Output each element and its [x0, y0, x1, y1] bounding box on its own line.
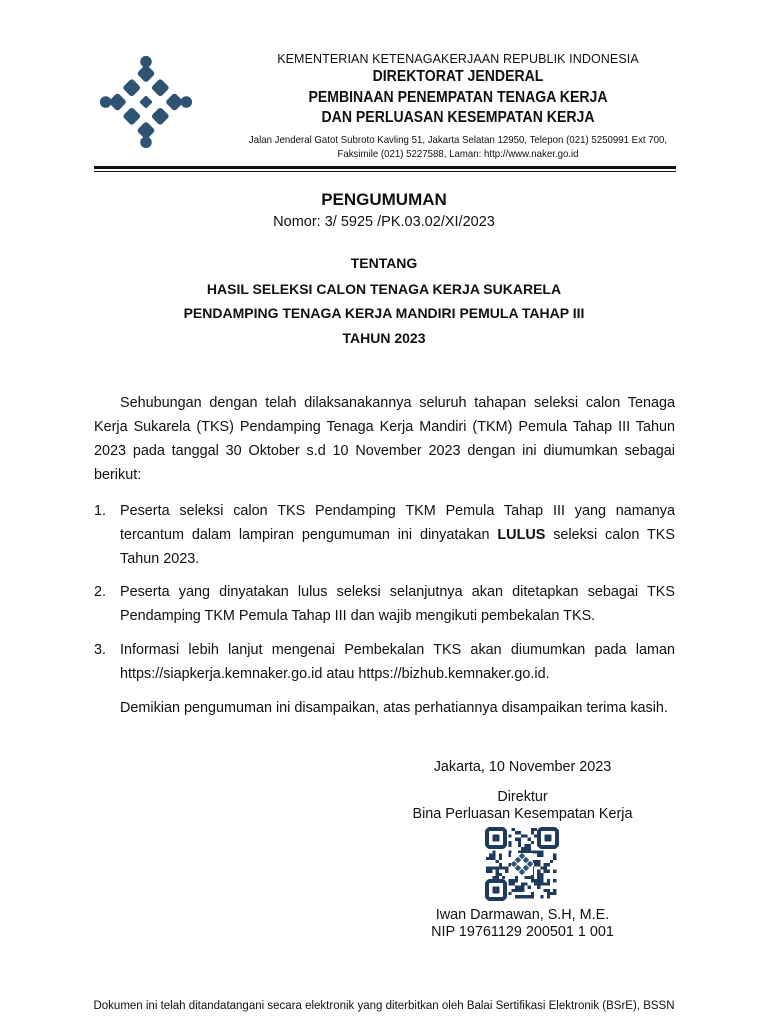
qr-code-icon: [484, 826, 560, 902]
list-item-text-after: seleksi calon TKS Tahun 2023.: [120, 527, 675, 567]
list-item-text: [120, 499, 675, 571]
subject-line2: PENDAMPING TENAGA KERJA MANDIRI PEMULA TAHAP III: [183, 305, 585, 321]
list-item-number: 2.: [94, 584, 107, 600]
e-signature-footer: Dokumen ini telah ditandatangani secara elektronik yang diterbitkan oleh Balai Sertifikasi Elektronik (BSrE), BSSN: [93, 1000, 675, 1012]
address-line2: Faksimile (021) 5227588, Laman: http://www.naker.go.id: [337, 148, 579, 160]
signer-nip: NIP 19761129 200501 1 001: [431, 924, 614, 940]
address-line1: Jalan Jenderal Gatot Subroto Kavling 51, Jakarta Selatan 12950, Telepon (021) 5250991 Ext 700,: [248, 134, 668, 146]
list-item-text-before: Peserta seleksi calon TKS Pendamping TKM Pemula Tahap III yang namanya tercantum dalam lampiran pengumuman ini dinyatakan: [120, 503, 675, 543]
list-item-number: 3.: [94, 642, 107, 658]
signer-name: Iwan Darmawan, S.H, M.E.: [435, 907, 610, 923]
lulus-emphasis: LULUS: [497, 527, 546, 543]
list-item-text: Informasi lebih lanjut mengenai Pembekalan TKS akan diumumkan pada laman https://siapkerja.kemnaker.go.id atau https://bizhub.kemnaker.go.id.: [120, 642, 675, 682]
ministry-name: KEMENTERIAN KETENAGAKERJAAN REPUBLIK INDONESIA: [277, 52, 639, 66]
signer-role: Direktur: [497, 789, 548, 805]
list-item-text: Peserta yang dinyatakan lulus seleksi selanjutnya akan ditetapkan sebagai TKS Pendamping TKM Pemula Tahap III dan wajib mengikuti pembekalan TKS.: [120, 584, 675, 624]
subject-line3: TAHUN 2023: [342, 330, 426, 346]
announcement-title: PENGUMUMAN: [321, 190, 447, 209]
signer-unit: Bina Perluasan Kesempatan Kerja: [412, 806, 633, 822]
intro-paragraph: Sehubungan dengan telah dilaksanakannya seluruh tahapan seleksi calon Tenaga Kerja Sukarela (TKS) Pendamping Tenaga Kerja Mandiri (TKM) Pemula Tahap III Tahun 2023 pada tanggal 30 Oktober s.d 10 November 2023 dengan ini diumumkan sebagai berikut:: [94, 395, 675, 483]
list-item-number: 1.: [94, 503, 107, 519]
letterhead-rule: [94, 166, 676, 169]
closing-paragraph: Demikian pengumuman ini disampaikan, atas perhatiannya disampaikan terima kasih.: [120, 700, 668, 716]
letterhead-rule-thin: [94, 171, 676, 172]
directorate-line3: DAN PERLUASAN KESEMPATAN KERJA: [321, 109, 595, 126]
announcement-about: TENTANG: [350, 255, 418, 271]
list-item: [94, 638, 675, 686]
announcement-number: Nomor: 3/ 5925 /PK.03.02/XI/2023: [273, 214, 495, 230]
place-date: Jakarta, 10 November 2023: [433, 759, 612, 775]
list-item: [94, 499, 675, 571]
list-item: [94, 580, 675, 628]
directorate-title: DIREKTORAT JENDERAL: [372, 68, 544, 85]
directorate-line2: PEMBINAAN PENEMPATAN TENAGA KERJA: [308, 89, 608, 106]
subject-line1: HASIL SELEKSI CALON TENAGA KERJA SUKARELA: [206, 281, 562, 297]
